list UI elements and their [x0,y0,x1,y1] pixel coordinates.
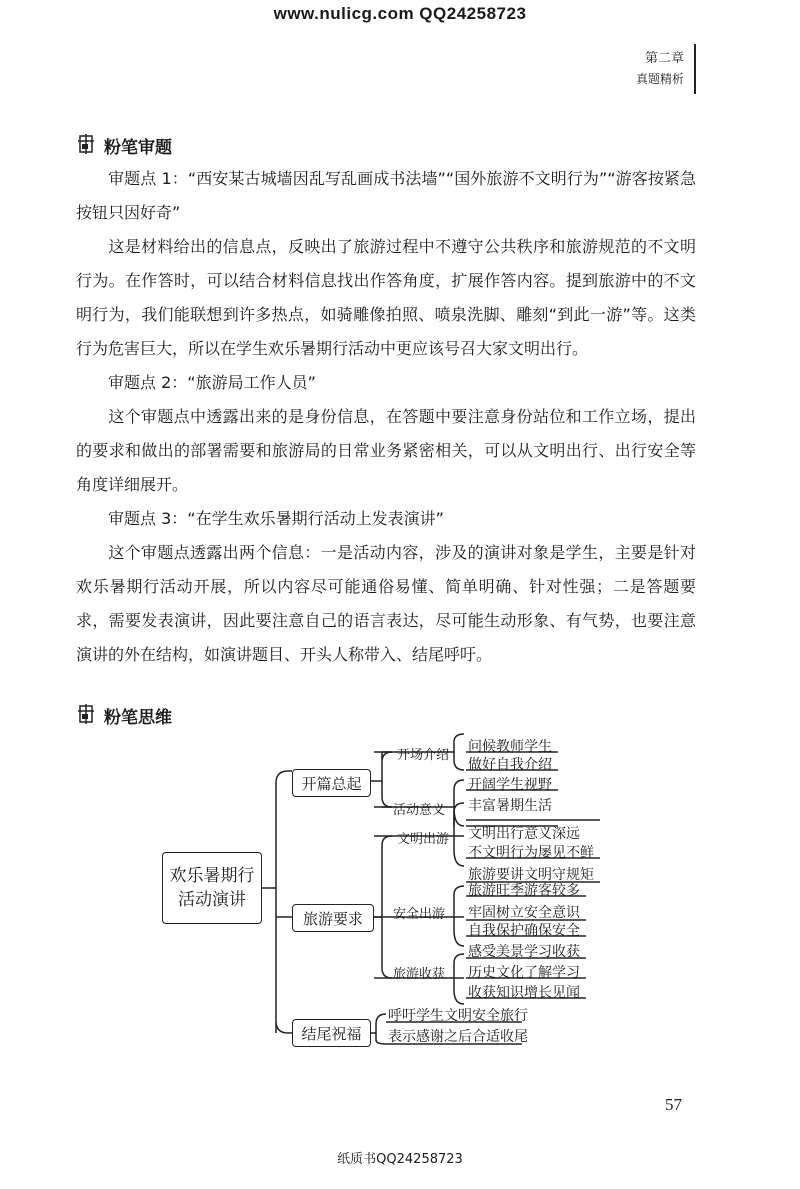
sub1-connector [454,734,464,770]
section-title-siwei: 粉笔思维 [104,708,172,728]
point-text: “在学生欢乐暑期行活动上发表演讲” [187,509,444,528]
leaf: 丰富暑期生活 [468,798,552,814]
point-label: 审题点 1： [108,169,188,188]
branch-label: 结尾祝福 [301,1024,362,1043]
branch1-ticks [382,752,392,807]
leaf: 表示感谢之后合适收尾 [388,1029,528,1045]
branch-label: 旅游要求 [302,909,363,928]
point-label: 审题点 2： [108,373,188,392]
mindmap-root [162,852,262,924]
leaf: 呼吁学生文明安全旅行 [388,1008,528,1024]
point-text: “旅游局工作人员” [187,373,316,392]
leaf: 旅游旺季游客较多 [468,883,580,899]
sub3-connector [454,803,464,866]
paragraph-text: 这个审题点透露出两个信息：一是活动内容，涉及的演讲对象是学生，主要是针对欢乐暑期行活动开展，所以内容尽可能通俗易懂、简单明确、针对性强；二是答题要求，需要发表演讲，因此要注意自己的语言表达，尽可能生动形象、有气势，也要注意演讲的外在结构，如演讲题目、开头人称带入、结尾呼吁。 [76,543,696,664]
leaf: 问候教师学生 [468,739,552,755]
branch-kaipian [292,769,371,797]
footer: 纸质书QQ24258723 [337,1152,463,1167]
point-text: “西安某古城墙因乱写乱画成书法墙”“国外旅游不文明行为”“游客按紧急按钮只因好奇” [76,169,696,222]
leaf: 自我保护确保安全 [468,923,580,939]
root-connector [262,771,292,1033]
sub-anquan: 安全出游 [393,907,446,922]
point-label: 审题点 3： [108,509,188,528]
chapter-subtitle: 真题精析 [635,72,684,86]
branch-jiewei [292,1019,371,1047]
site-header: www.nulicg.com QQ24258723 [273,4,527,23]
leaf: 感受美景学习收获 [468,944,580,960]
branch-lvyou [292,904,374,932]
sub-wenming: 文明出游 [397,832,450,847]
sub-huodong: 活动意义 [393,803,446,818]
paragraph-text: 这是材料给出的信息点，反映出了旅游过程中不遵守公共秩序和旅游规范的不文明行为。在作答时，可以结合材料信息找出作答角度，扩展作答内容。提到旅游中的不文明行为，我们能联想到许多热点，如骑雕像拍照、喷泉洗脚、雕刻“到此一游”等。这类行为危害巨大，所以在学生欢乐暑期行活动中更应该号召大家文明出行。 [76,237,696,358]
section-title-shenti: 粉笔审题 [104,138,172,158]
leaf: 牢固树立安全意识 [468,905,580,921]
mindmap-root-label: 欢乐暑期行活动演讲 [169,866,255,910]
page-number: 57 [665,1095,682,1114]
leaf: 不文明行为屡见不鲜 [468,845,594,861]
chapter-title: 第二章 [644,51,684,66]
sub4-connector [454,886,464,946]
branch2-connector [374,836,392,978]
leaf: 收获知识增长见闻 [468,985,580,1001]
paragraph-text: 这个审题点中透露出来的是身份信息，在答题中要注意身份站位和工作立场，提出的要求和做出的部署需要和旅游局的日常业务紧密相关，可以从文明出行、出行安全等角度详细展开。 [76,407,696,494]
leaf: 历史文化了解学习 [468,965,580,981]
leaf: 做好自我介绍 [468,757,552,773]
leaf: 开阔学生视野 [468,777,552,793]
sub-kaichang: 开场介绍 [397,748,450,763]
leaf: 文明出行意义深远 [468,826,580,842]
leaf: 旅游要讲文明守规矩 [468,867,594,883]
branch3-connector [371,1014,386,1044]
branch1-connector [371,752,392,807]
branch-label: 开篇总起 [301,774,362,793]
sub-shouhuo: 旅游收获 [393,967,446,982]
sub5-connector [454,954,464,1004]
